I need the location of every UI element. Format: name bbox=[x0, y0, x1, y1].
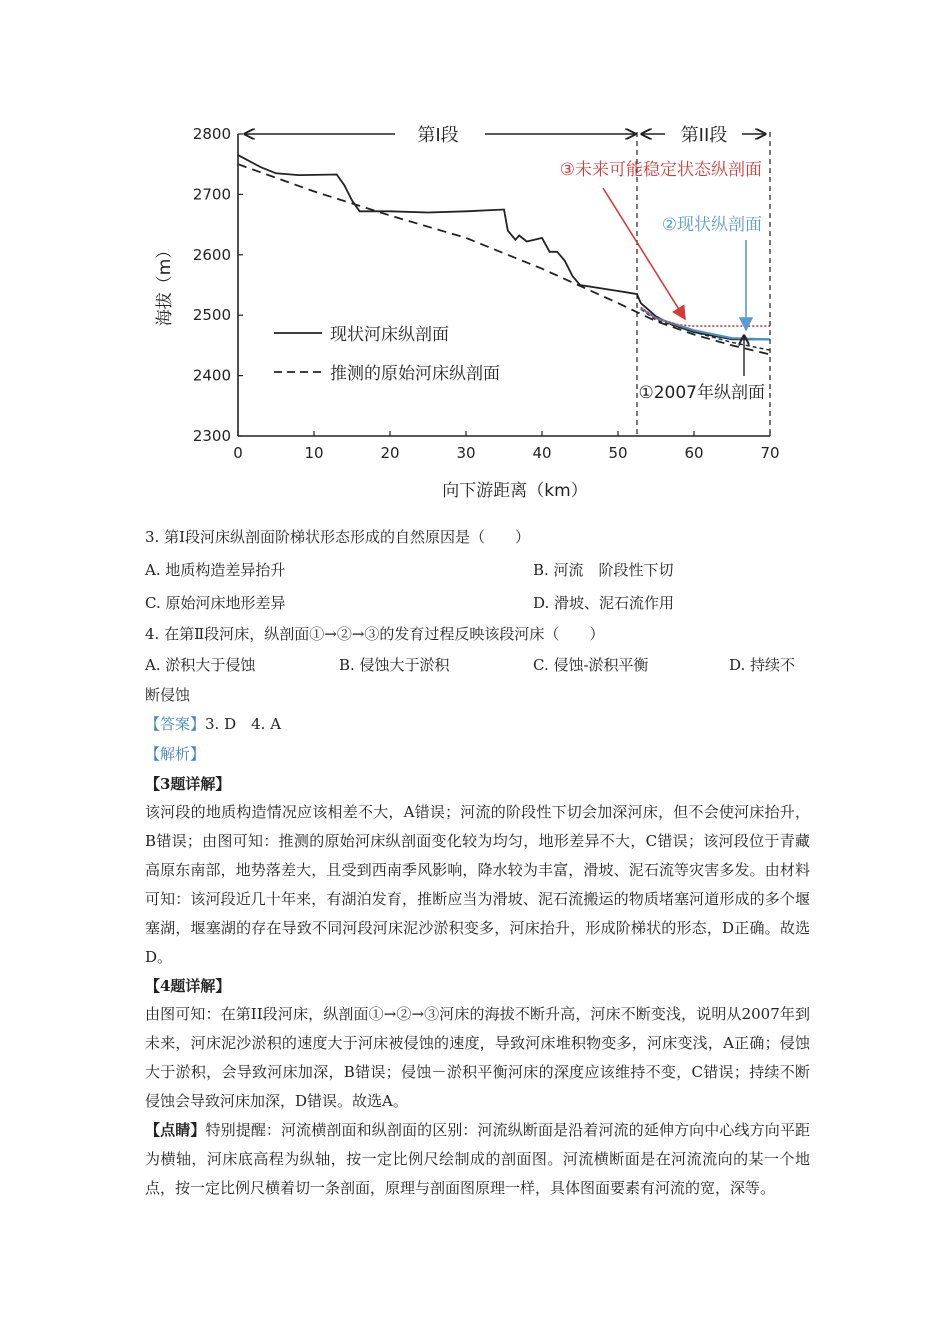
annotation-3-label: ③未来可能稳定状态纵剖面 bbox=[559, 160, 762, 180]
q3-option-a: A. 地质构造差异抬升 bbox=[145, 561, 286, 579]
q3-option-c: C. 原始河床地形差异 bbox=[145, 594, 286, 612]
q4-option-a: A. 淤积大于侵蚀 bbox=[145, 656, 256, 674]
answer-text: 3. D 4. A bbox=[205, 715, 282, 733]
detail4-paragraph bbox=[145, 1000, 810, 1116]
series-layer bbox=[238, 155, 770, 354]
detail3-paragraph bbox=[145, 798, 810, 972]
q3-option-b: B. 河流 阶段性下切 bbox=[533, 561, 674, 579]
detail3-text: 该河段的地质构造情况应该相差不大，A错误；河流的阶段性下切会加深河床，但不会使河床抬升，B错误；由图可知：推测的原始河床纵剖面变化较为均匀，地形差异不大，C错误；该河段位于青藏高原东南部，地势落差大，且受到西南季风影响，降水较为丰富，滑坡、泥石流等灾害多发。由材料可知：该河段近几十年来，有湖泊发育，推断应当为滑坡、泥石流搬运的物质堵塞河道形成的多个堰塞湖，堰塞湖的存在导致不同河段河床泥沙淤积变多，河床抬升，形成阶梯状的形态，D正确。故选D。 bbox=[145, 803, 810, 966]
q3-option-d: D. 滑坡、泥石流作用 bbox=[533, 594, 675, 612]
series-2007-profile bbox=[641, 309, 770, 350]
y-tick-label: 2600 bbox=[192, 245, 231, 264]
x-tick-label: 60 bbox=[684, 444, 704, 462]
q3-stem: 3. 第Ⅰ段河床纵剖面阶梯状形态形成的自然原因是（ ） bbox=[145, 528, 531, 546]
y-tick-label: 2400 bbox=[192, 366, 231, 385]
annotation-2-label: ②现状纵剖面 bbox=[661, 215, 762, 235]
x-tick-label: 50 bbox=[608, 444, 628, 462]
legend-dashed-label: 推测的原始河床纵剖面 bbox=[330, 364, 500, 384]
x-tick-label: 10 bbox=[304, 444, 324, 462]
q4-option-c: C. 侵蚀-淤积平衡 bbox=[533, 656, 649, 674]
x-tick-label: 70 bbox=[760, 444, 780, 462]
legend-solid-label: 现状河床纵剖面 bbox=[330, 325, 449, 345]
x-tick-label: 20 bbox=[380, 444, 400, 462]
y-tick-label: 2500 bbox=[192, 306, 231, 325]
river-profile-figure bbox=[140, 112, 820, 512]
q4-option-d: D. 持续不 bbox=[729, 656, 796, 674]
x-tick-label: 40 bbox=[532, 444, 552, 462]
y-tick-label: 2700 bbox=[192, 185, 231, 204]
annotation-1-label: ①2007年纵剖面 bbox=[638, 383, 765, 403]
series-current-bed bbox=[238, 155, 770, 339]
answer-label: 【答案】 bbox=[145, 715, 206, 733]
detail3-label: 【3题详解】 bbox=[145, 775, 231, 793]
q4-option-b: B. 侵蚀大于淤积 bbox=[339, 656, 450, 674]
answer-line bbox=[145, 713, 281, 734]
x-tick-label: 30 bbox=[456, 444, 476, 462]
detail4-label: 【4题详解】 bbox=[145, 977, 231, 995]
q4-stem: 4. 在第Ⅱ段河床，纵剖面①→②→③的发育过程反映该段河床（ ） bbox=[145, 625, 605, 643]
q4-option-d-continued: 断侵蚀 bbox=[145, 686, 191, 704]
detail4-text: 由图可知：在第II段河床，纵剖面①→②→③河床的海拔不断升高，河床不断变浅，说明从2007年到未来，河床泥沙淤积的速度大于河床被侵蚀的速度，导致河床堆积物变多，河床变浅，A正确；侵蚀大于淤积，会导致河床加深，B错误；侵蚀－淤积平衡河床的深度应该维持不变，C错误；持续不断侵蚀会导致河床加深，D错误。故选A。 bbox=[145, 1005, 810, 1110]
x-tick-label: 0 bbox=[233, 444, 243, 462]
y-axis-title: 海拔（m） bbox=[155, 241, 175, 327]
analysis-label: 【解析】 bbox=[145, 745, 206, 763]
segment1-label: 第I段 bbox=[417, 125, 459, 146]
tip-label: 【点睛】 bbox=[145, 1121, 206, 1139]
tip-text: 特别提醒：河流横剖面和纵剖面的区别：河流纵断面是沿着河流的延伸方向中心线方向平距为横轴，河床底高程为纵轴，按一定比例尺绘制成的剖面图。河流横断面是在河流流向的某一个地点，按一定比例尺横着切一条剖面，原理与剖面图原理一样，具体图面要素有河流的宽，深等。 bbox=[145, 1121, 810, 1197]
tip-paragraph bbox=[145, 1116, 810, 1203]
y-tick-label: 2800 bbox=[192, 125, 231, 143]
x-axis-title: 向下游距离（km） bbox=[442, 481, 588, 501]
y-tick-label: 2300 bbox=[192, 427, 231, 445]
segment2-label: 第II段 bbox=[680, 125, 728, 146]
annotation-3-arrow bbox=[603, 188, 685, 319]
